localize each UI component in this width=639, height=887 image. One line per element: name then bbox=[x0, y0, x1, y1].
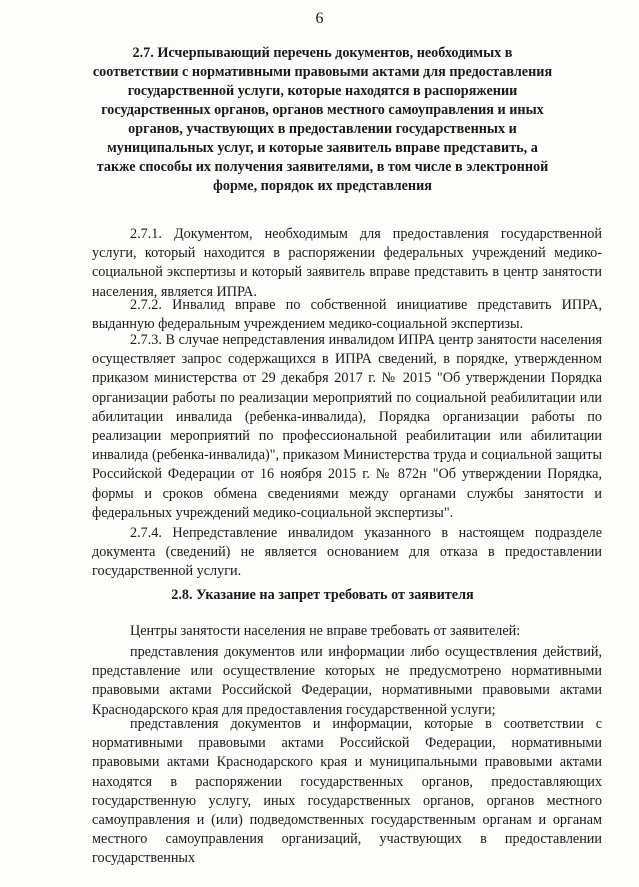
paragraph-2-7-4: 2.7.4. Непредставление инвалидом указанного в настоящем подразделе документа (сведений) не является основанием для отказа в предоставлении государственной услуги. bbox=[92, 525, 602, 580]
paragraph-2-8-item-2: представления документов и информации, которые в соответствии с нормативными правовыми актами Российской Федерации, нормативными правовыми актами Краснодарского края и муниципальными правовыми актами находятся в распоряжении государственных органов, предоставляющих государственную услугу, иных государственных органов, органов местного самоуправления и (или) подведомственных государственным органам и органам местного самоуправления организаций, участвующих в предоставлении государственных bbox=[92, 716, 602, 867]
paragraph-2-8-item-1: представления документов или информации либо осуществления действий, представление или осуществление которых не предусмотрено нормативными правовыми актами Российской Федерации, нормативными правовыми актами Краснодарского края для предоставления государственной услуги; bbox=[92, 644, 602, 718]
paragraph-2-8-intro: Центры занятости населения не вправе требовать от заявителей: bbox=[130, 623, 521, 639]
section-2-7-heading: 2.7. Исчерпывающий перечень документов, необходимых в соответствии с нормативными правовыми актами для предоставления государственной услуги, которые находятся в распоряжении государственных органов, органов местного самоуправления и иных органов, участвующих в предоставлении государственных и муниципальных услуг, и которые заявитель вправе представить, а также способы их получения заявителями, в том числе в электронной форме, порядок их представления bbox=[92, 45, 553, 194]
paragraph-2-7-1: 2.7.1. Документом, необходимым для предоставления государственной услуги, который находится в распоряжении федеральных учреждений медико-социальной экспертизы и который заявитель вправе представить в центр занятости населения, является ИПРА. bbox=[92, 226, 602, 300]
section-2-8-heading: 2.8. Указание на запрет требовать от заявителя bbox=[171, 587, 474, 603]
paragraph-2-7-3: 2.7.3. В случае непредставления инвалидом ИПРА центр занятости населения осуществляет запрос содержащихся в ИПРА сведений, в порядке, утвержденном приказом министерства от 29 декабря 2017 г. № 2015 "Об утверждении Порядка организации работы по реализации мероприятий по социальной реабилитации или абилитации инвалида (ребенка-инвалида), Порядка организации работы по реализации мероприятий по профессиональной реабилитации или абилитации инвалида (ребенка-инвалида)", приказом Министерства труда и социальной защиты Российской Федерации от 16 ноября 2015 г. № 872н "Об утверждении Порядка, формы и сроков обмена сведениями между органами службы занятости и федеральных учреждений медико-социальной экспертизы". bbox=[92, 332, 602, 521]
paragraph-2-7-2: 2.7.2. Инвалид вправе по собственной инициативе представить ИПРА, выданную федеральным учреждением медико-социальной экспертизы. bbox=[92, 297, 602, 333]
page-number: 6 bbox=[315, 10, 324, 27]
